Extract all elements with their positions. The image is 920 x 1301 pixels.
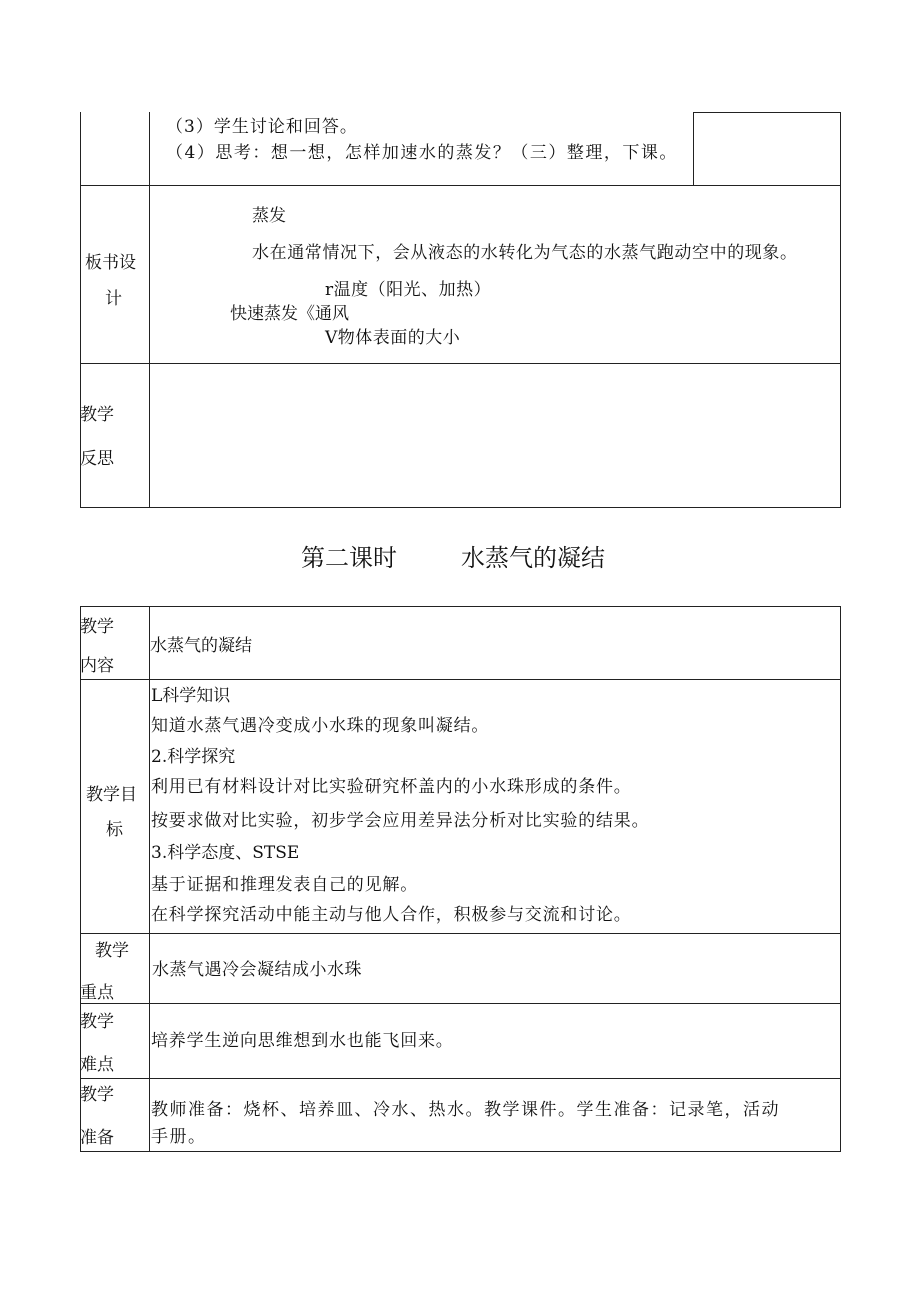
goals-line-2: 知道水蒸气遇冷变成小水珠的现象叫凝结。 [151,716,490,736]
table1-bottom-border [80,507,841,508]
goals-line-5: 按要求做对比实验，初步学会应用差异法分析对比实验的结果。 [151,811,650,831]
goals-line-1: L科学知识 [151,686,231,706]
board-label-line-2: 计 [105,289,122,309]
table2-row-divider-1 [80,679,841,680]
table1-row-divider-2 [80,363,841,364]
goals-line-3: 2.科学探究 [151,747,236,767]
table2-top-border [80,606,841,607]
keypoints-label-line-2: 重点 [80,983,114,1003]
board-label-line-1: 板书设 [85,253,136,273]
goals-line-6: 3.科学态度、STSE [151,843,300,863]
table1-remark-top [693,112,841,113]
content-value: 水蒸气的凝结 [150,636,252,656]
process-line-1: （3）学生讨论和回答。 [166,117,358,137]
reflection-label-line-1: 教学 [80,405,114,425]
preparation-value-line-1: 教师准备：烧杯、培养皿、冷水、热水。教学课件。学生准备：记录笔，活动 [151,1100,780,1120]
table2-row-divider-4 [80,1078,841,1079]
lesson-topic-title: 水蒸气的凝结 [461,544,605,572]
difficulties-label-line-2: 难点 [80,1055,114,1075]
table1-right-border [840,112,841,508]
difficulties-label-line-1: 教学 [80,1012,114,1032]
reflection-label-line-2: 反思 [80,449,114,469]
content-label-line-1: 教学 [80,617,114,637]
keypoints-value: 水蒸气遇冷会凝结成小水珠 [152,960,362,980]
goals-line-7: 基于证据和推理发表自己的见解。 [151,875,418,895]
goals-line-4: 利用已有材料设计对比实验研究杯盖内的小水珠形成的条件。 [151,777,632,797]
preparation-label-line-1: 教学 [80,1085,114,1105]
table1-label-divider [149,112,150,508]
table2-row-divider-3 [80,1003,841,1004]
table2-row-divider-2 [80,933,841,934]
preparation-label-line-2: 准备 [80,1128,114,1148]
table1-row-divider-1 [80,185,841,186]
board-fast-evaporation: 快速蒸发《通风 [230,304,349,324]
goals-label-line-1: 教学目 [86,785,137,805]
keypoints-label-line-1: 教学 [95,941,129,961]
difficulties-value: 培养学生逆向思维想到水也能飞回来。 [151,1031,454,1051]
lesson-number-title: 第二课时 [301,544,397,572]
process-line-2: （4）思考：想一想，怎样加速水的蒸发？（三）整理，下课。 [166,143,678,163]
table1-remark-divider [693,112,694,186]
table2-label-divider [149,606,150,1152]
board-factor-temperature: r温度（阳光、加热） [325,280,492,300]
content-label-line-2: 内容 [80,656,114,676]
table2-right-border [840,606,841,1152]
goals-label-line-2: 标 [106,820,123,840]
board-definition: 水在通常情况下，会从液态的水转化为气态的水蒸气跑动空中的现象。 [252,243,798,263]
board-heading: 蒸发 [252,206,286,226]
table2-bottom-border [80,1151,841,1152]
board-factor-surface: V物体表面的大小 [325,328,461,348]
goals-line-8: 在科学探究活动中能主动与他人合作，积极参与交流和讨论。 [151,905,632,925]
preparation-value-line-2: 手册。 [151,1127,207,1147]
